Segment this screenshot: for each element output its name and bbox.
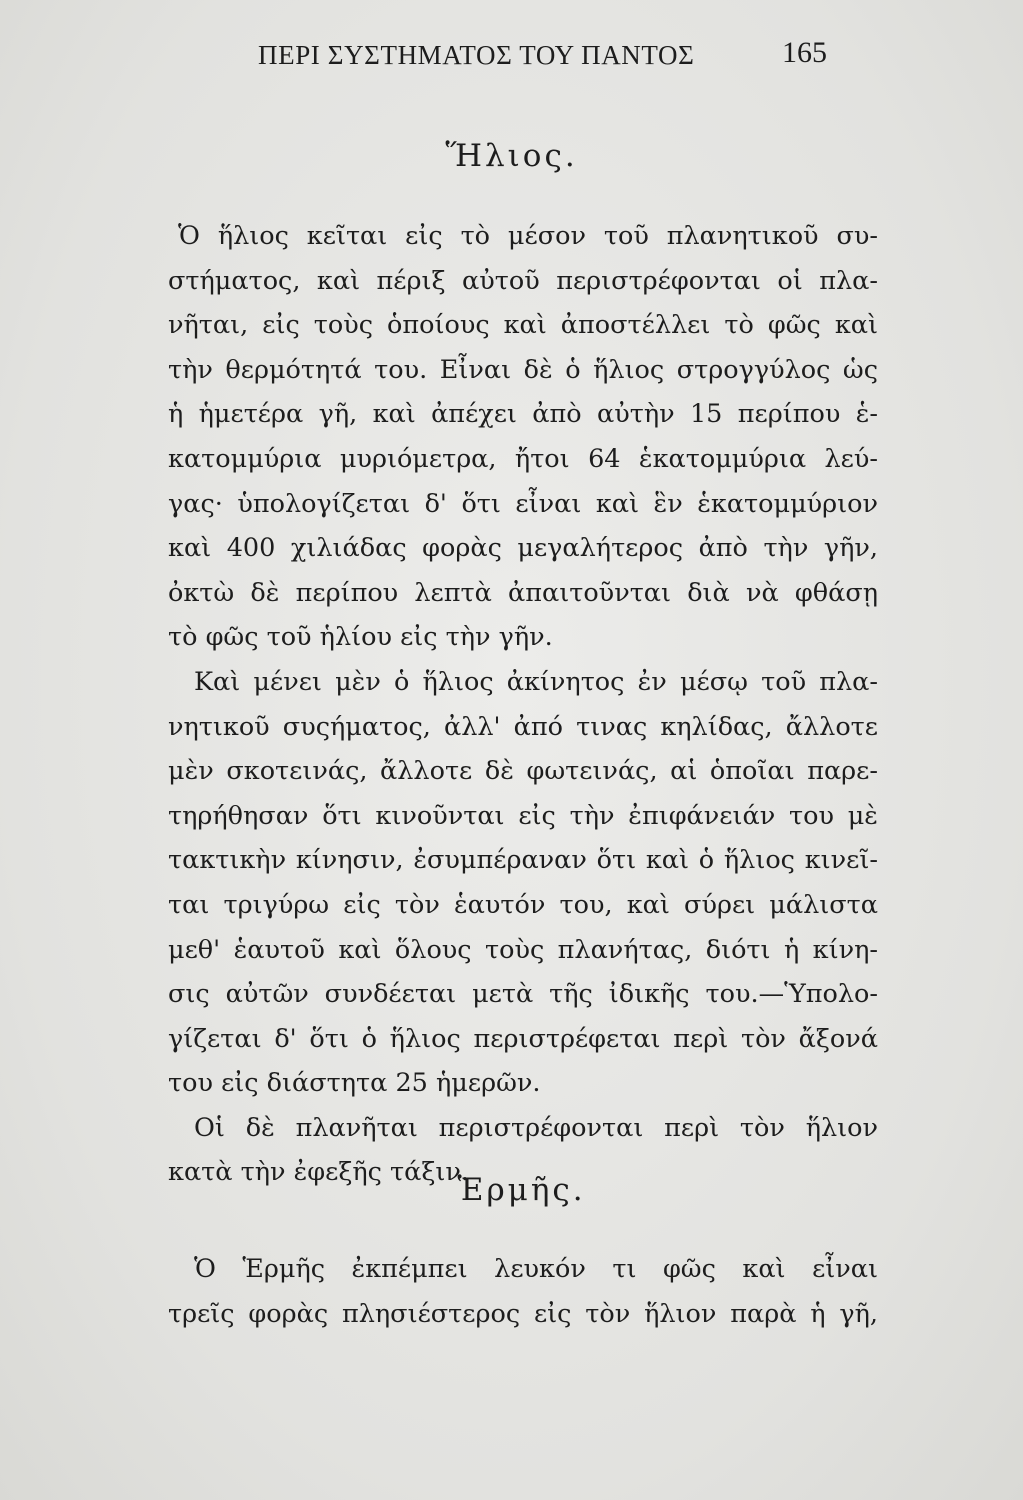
section-title-hermes: Ἑρμῆς. — [457, 1172, 586, 1208]
text-line: μεθ' ἑαυτοῦ καὶ ὅλους τοὺς πλανήτας, διότι ἡ κίνη- — [168, 934, 878, 965]
text-line: σις αὐτῶν συνδέεται μετὰ τῆς ἰδικῆς του.—Ὑπολο- — [168, 979, 878, 1010]
text-line: Ὁ ἥλιος κεῖται εἰς τὸ μέσον τοῦ πλανητικοῦ συ- — [178, 221, 878, 251]
text-line: τὸ φῶς τοῦ ἡλίου εἰς τὴν γῆν. — [168, 622, 553, 653]
running-header — [0, 36, 1023, 80]
text-line: νητικοῦ συςήματος, ἀλλ' ἀπό τινας κηλίδας, ἄλλοτε — [168, 711, 878, 742]
text-line: τακτικὴν κίνησιν, ἐσυμπέραναν ὅτι καὶ ὁ ἥλιος κινεῖ- — [168, 845, 878, 876]
section-body-helios — [168, 214, 878, 1195]
text-line: τὴν θερμότητά του. Εἶναι δὲ ὁ ἥλιος στρογγύλος ὡς — [168, 354, 878, 385]
text-line: καὶ 400 χιλιάδας φορὰς μεγαλήτερος ἀπὸ τὴν γῆν, — [168, 533, 878, 564]
text-line: μὲν σκοτεινάς, ἄλλοτε δὲ φωτεινάς, αἱ ὁποῖαι παρε- — [168, 756, 878, 787]
section-body-hermes — [168, 1247, 878, 1336]
text-line: κατομμύρια μυριόμετρα, ἤτοι 64 ἑκατομμύρια λεύ- — [168, 443, 878, 474]
text-line: γας· ὑπολογίζεται δ' ὅτι εἶναι καὶ ἓν ἑκατομμύριον — [168, 488, 878, 519]
text-line: τηρήθησαν ὅτι κινοῦνται εἰς τὴν ἐπιφάνειάν του μὲ — [168, 800, 878, 831]
section-title-helios: Ἥλιος. — [445, 138, 578, 174]
text-line: του εἰς διάστητα 25 ἡμερῶν. — [168, 1068, 541, 1099]
running-title: ΠΕΡΙ ΣΥΣΤΗΜΑΤΟΣ ΤΟΥ ΠΑΝΤΟΣ — [258, 40, 695, 70]
text-line: Καὶ μένει μὲν ὁ ἥλιος ἀκίνητος ἐν μέσῳ τοῦ πλα- — [194, 666, 878, 697]
text-line: Ὁ Ἑρμῆς ἐκπέμπει λευκόν τι φῶς καὶ εἶναι — [194, 1254, 878, 1284]
text-line: ὀκτὼ δὲ περίπου λεπτὰ ἀπαιτοῦνται διὰ νὰ φθάσῃ — [168, 577, 878, 608]
page-number: 165 — [782, 36, 827, 69]
text-line: τρεῖς φορὰς πλησιέστερος εἰς τὸν ἥλιον παρὰ ἡ γῆ, — [168, 1298, 878, 1329]
text-line: ἡ ἡμετέρα γῆ, καὶ ἀπέχει ἀπὸ αὐτὴν 15 περίπου ἑ- — [168, 399, 878, 430]
text-line: κατὰ τὴν ἐφεξῆς τάξιν. — [168, 1157, 470, 1188]
text-line: Οἱ δὲ πλανῆται περιστρέφονται περὶ τὸν ἥλιον — [194, 1112, 878, 1143]
text-line: στήματος, καὶ πέριξ αὐτοῦ περιστρέφονται οἱ πλα- — [168, 265, 878, 296]
text-line: γίζεται δ' ὅτι ὁ ἥλιος περιστρέφεται περὶ τὸν ἄξονά — [168, 1023, 878, 1054]
text-line: νῆται, εἰς τοὺς ὁποίους καὶ ἀποστέλλει τὸ φῶς καὶ — [168, 310, 878, 341]
text-line: ται τριγύρω εἰς τὸν ἑαυτόν του, καὶ σύρει μάλιστα — [168, 889, 878, 920]
